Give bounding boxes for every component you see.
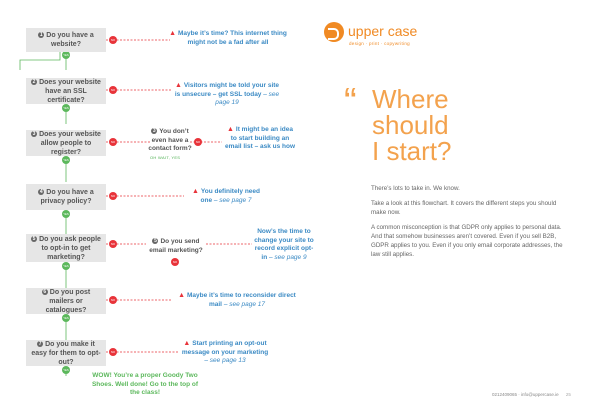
body-paragraph: Take a look at this flowchart. It covers the different steps you should make now. [371, 200, 557, 216]
question-7: 7 Do you make it easy for them to opt-out? [26, 340, 106, 366]
no-label: NO [110, 140, 116, 144]
footer-contact: 0212409065 · info@uppercase.ie [492, 392, 559, 397]
no-label: NO [110, 38, 116, 42]
question-1: 1 Do you have a website? [26, 28, 106, 52]
no-label: NO [110, 350, 116, 354]
question-4: 4 Do you have a privacy policy? [26, 184, 106, 210]
logo-mark-icon [324, 22, 344, 42]
question-5: 5 Do you ask people to opt-in to get marketing? [26, 234, 106, 262]
yes-label: YES [63, 158, 69, 162]
yes-label: YES [63, 316, 69, 320]
question-2: 2 Does your website have an SSL certificate? [26, 78, 106, 104]
final-message: WOW! You’re a proper Goody Two Shoes. Well done! Go to the top of the class! [91, 372, 199, 396]
heading-line: Where [372, 84, 449, 114]
no-label: NO [195, 140, 201, 144]
result-5: Now’s the time to change your site to record explicit opt-in – see page 9 [254, 228, 314, 261]
brand-name: upper case [348, 23, 418, 39]
brand-logo [324, 22, 444, 50]
result-6: ▲ Maybe it’s time to reconsider direct mail – see page 17 [178, 292, 296, 308]
mid-note: OH WAIT, YES [150, 155, 181, 160]
result-7: ▲ Start printing an opt-out message on your marketing – see page 13 [181, 340, 269, 364]
result-3: ▲ It might be an idea to start building an email list – ask us how [224, 126, 296, 150]
yes-label: YES [63, 368, 69, 372]
heading-line: should [372, 110, 449, 140]
yes-label: YES [63, 212, 69, 216]
page-number: 25 [565, 392, 571, 397]
mid-question-contact-form: 3 You don’t even have a contact form? [148, 128, 192, 152]
result-2: ▲ Visitors might be told your site is unsecure – get SSL today – see page 19 [174, 82, 280, 106]
yes-label: YES [63, 264, 69, 268]
body-text [371, 184, 571, 265]
yes-label: YES [63, 106, 69, 110]
question-6: 6 Do you post mailers or catalogues? [26, 288, 106, 314]
quote-mark: “ [344, 81, 357, 123]
yes-label: YES [63, 53, 69, 57]
page-footer [492, 392, 571, 397]
no-label: NO [110, 298, 116, 302]
brand-tagline: design · print · copywriting [349, 41, 410, 46]
no-label: NO [110, 194, 116, 198]
result-4: ▲ You definitely need one – see page 7 [192, 188, 260, 204]
mid-question-email-marketing: 5 Do you send email marketing? [149, 238, 203, 254]
no-label: NO [172, 260, 178, 264]
page-heading [372, 86, 451, 164]
question-3: 3 Does your website allow people to register? [26, 130, 106, 156]
body-paragraph: There’s lots to take in. We know. [371, 185, 460, 192]
no-label: NO [110, 242, 116, 246]
heading-line: I start? [372, 136, 452, 166]
body-paragraph: A common misconception is that GDPR only applies to personal data. And that somehow businesses aren’t covered. Even if you sell B2B, GDPR applies to you. Even if you only email corporate addresses, the law still applies. [371, 224, 563, 258]
no-label: NO [110, 88, 116, 92]
result-1: ▲ Maybe it’s time? This internet thing might not be a fad after all [169, 30, 287, 46]
